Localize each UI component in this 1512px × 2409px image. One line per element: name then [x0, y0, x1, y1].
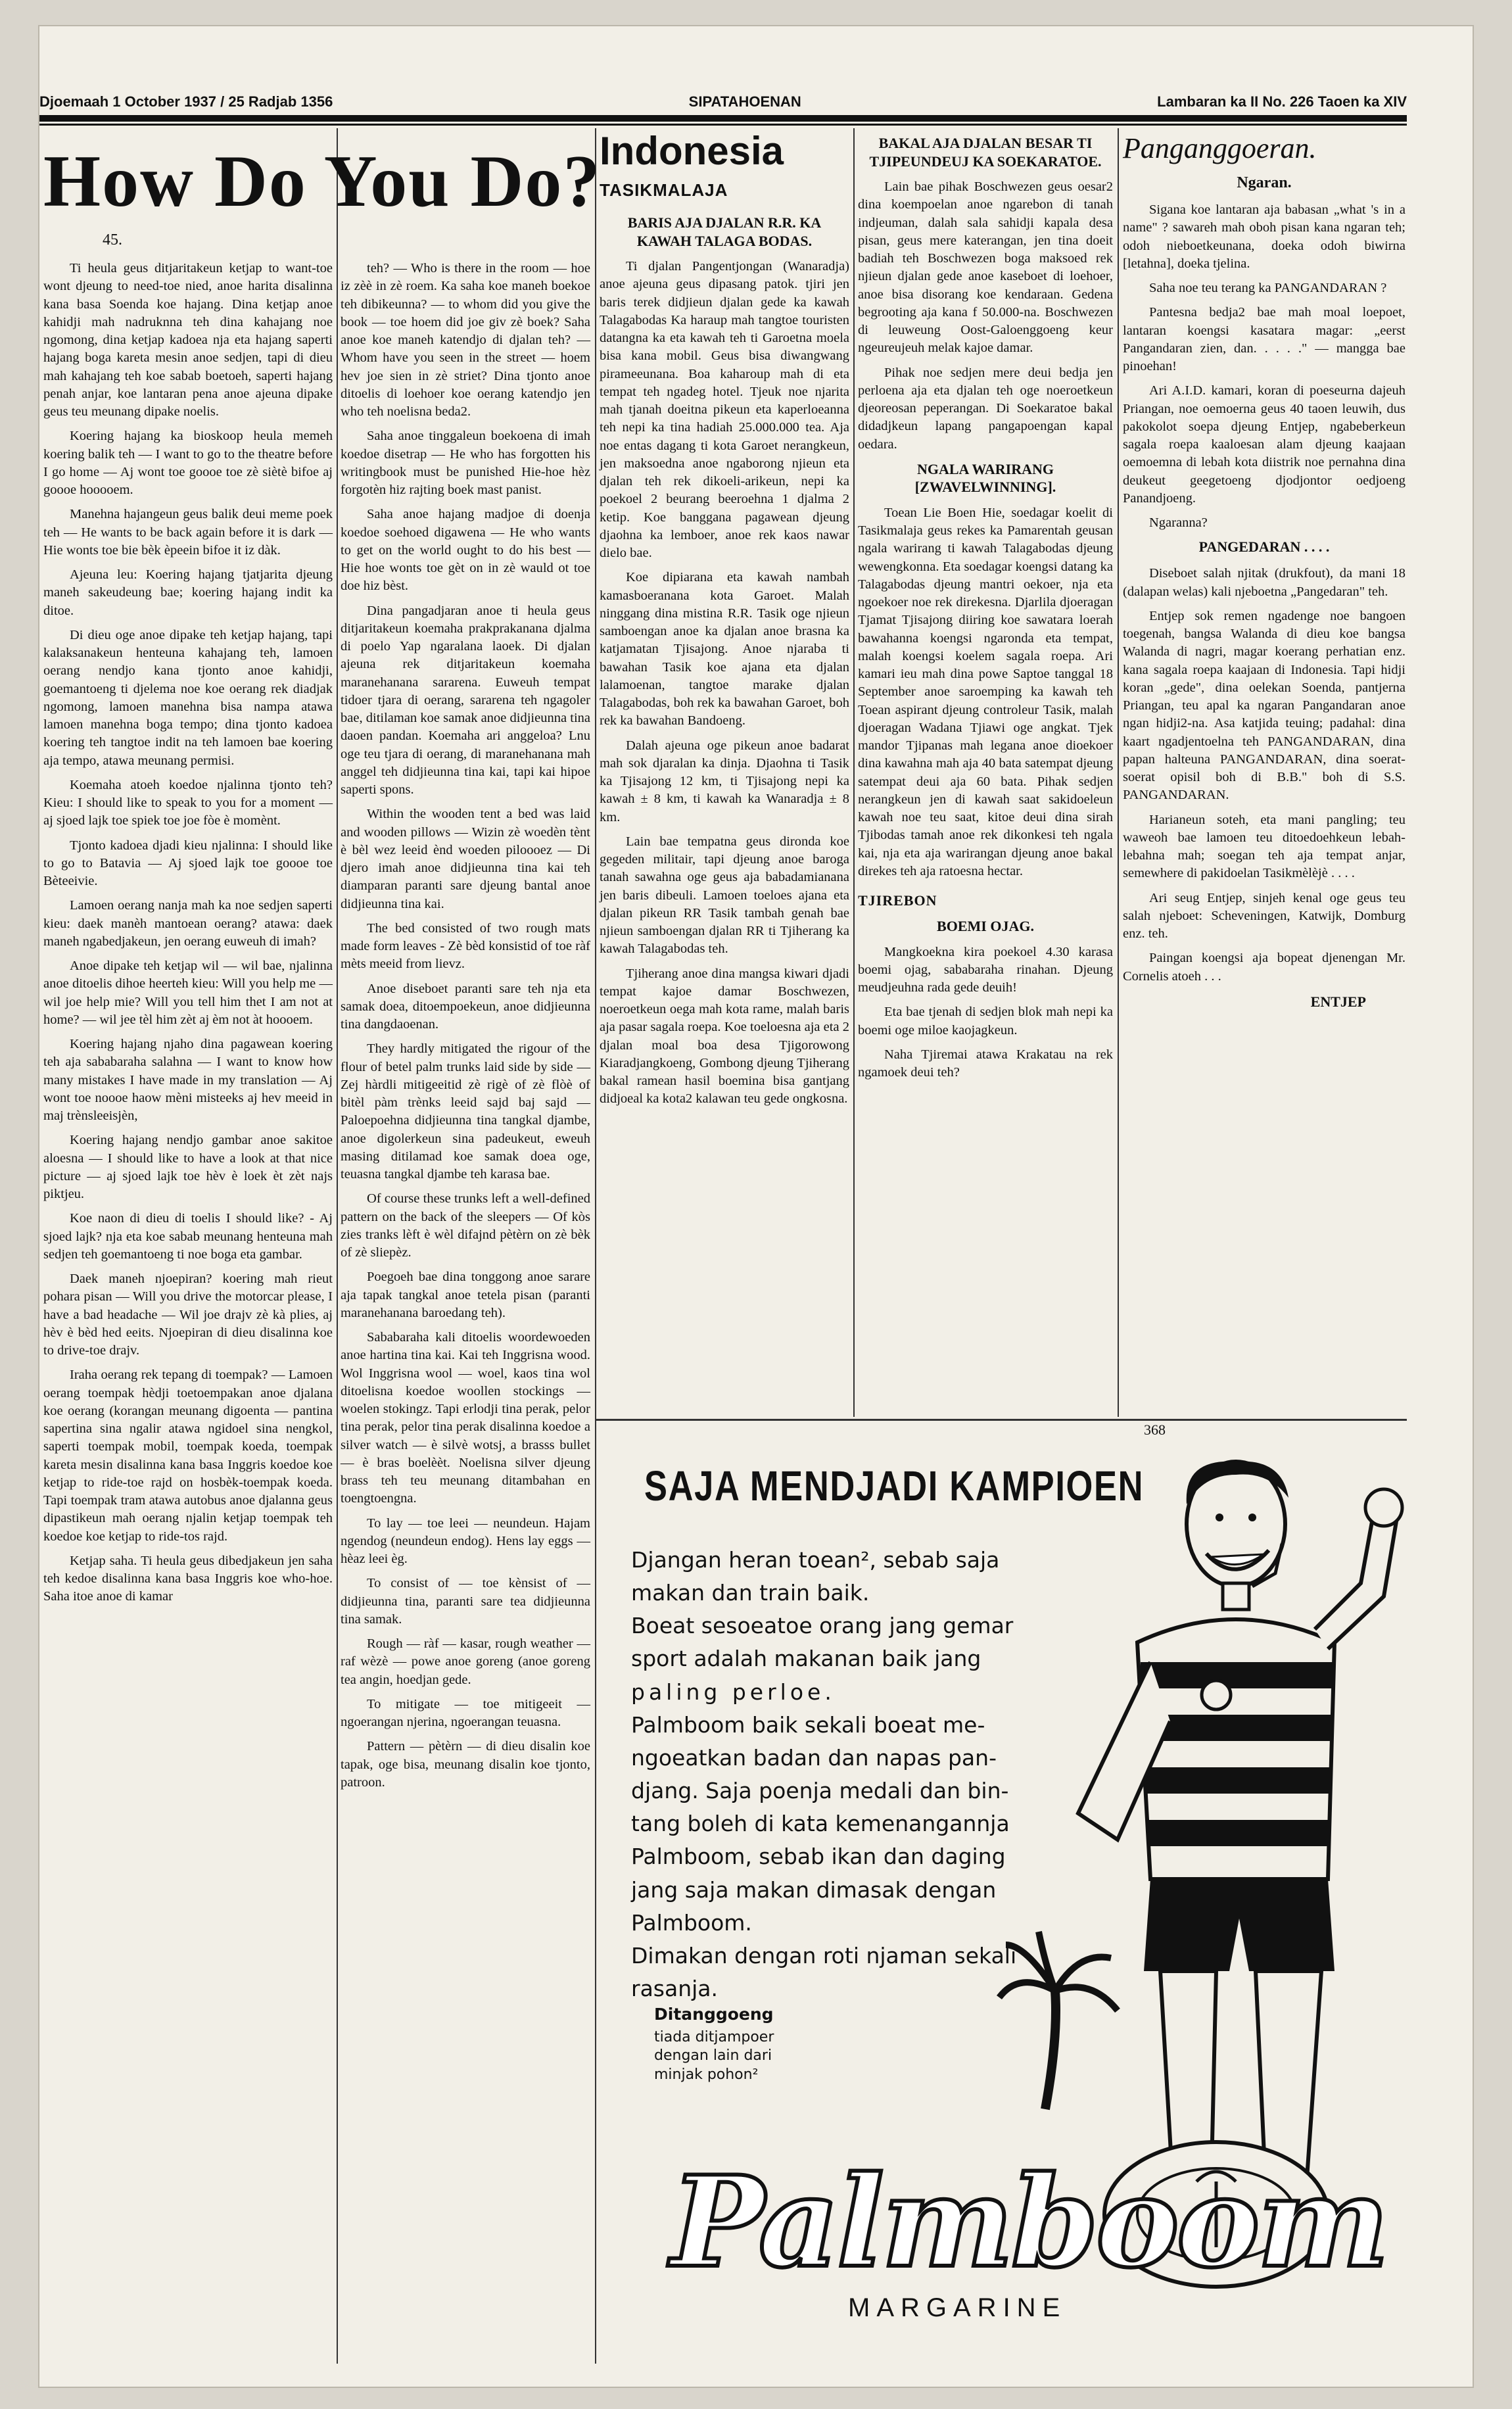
masthead-rule-thin [39, 124, 1407, 126]
paragraph: Koe naon di dieu di toelis I should like? - Aj sjoed lajk? nja eta koe sabab meunang henteuna mah sedjen teh goemantoeng ti noe boga eta gambar. [43, 1211, 333, 1262]
ad-copy-line: rasanja. [631, 1976, 718, 2002]
column-body [1123, 201, 1406, 532]
column-divider [595, 128, 596, 2364]
section-title: Indonesia [600, 129, 784, 173]
paragraph: Mangkoekna kira poekoel 4.30 karasa boemi ojag, sababaraha rinahan. Djeung meudjeuhna rada gede deuih! [858, 944, 1113, 995]
ad-guarantee [654, 2004, 774, 2084]
news-body [858, 943, 1113, 1082]
column-continuation [341, 260, 590, 2364]
paragraph: Of course these trunks left a well-defined pattern on the back of the sleepers — Of kòs zies tranks lèft è wèl difajnd pètèrn on zè bèk of zè sliepèz. [341, 1191, 590, 1260]
paragraph: Lamoen oerang nanja mah ka noe sedjen saperti kieu: daek manèh mantoean oerang? atawa: daek maneh ngabedjakeun, jen oerang euweuh di imah? [43, 898, 333, 949]
news-headline: BAKAL AJA DJALAN BESAR TI TJIPEUNDEUJ KA SOEKARATOE. [869, 135, 1102, 170]
ad-copy-line: paling perloe. [631, 1679, 836, 1705]
paragraph: Sigana koe lantaran aja babasan „what 's in a name" ? sawareh mah oboh pisan kana ngaran teh; odoh nieboetkeunana, doeka odoh biwirna [letahna], doeka tjelina. [1123, 203, 1406, 271]
masthead-paper-name: SIPATAHOENAN [688, 93, 801, 110]
paragraph: Lain bae pihak Boschwezen geus oesar2 dina koempoelan anoe ngarebon di tanah indjeuman, dalah sala sahidji kapala desa pisan, geus mere katerangan, jen tina doeit badiah teh Boschwezen boga maksoed rek njieun djalan gede anoe kaseboet di loehoer, anoe bisa disorang koe kendaraan. Gedena begrooting aja kana f 50.000-na. Boschwezen di leuweung Oost-Galoenggoeng keur ngeureujeuh melak kajoe damar. [858, 179, 1113, 356]
ad-top-rule [595, 1419, 1407, 1421]
paragraph: Harianeun soteh, eta mani pangling; teu waweoh bae lamoen teu ditoedoehkeun lebah-lebahna mah; soegan teh aja tempat anjar, semewhere di pakidoelan Tasikmèlèjè . . . . [1123, 812, 1406, 881]
paragraph: Sababaraha kali ditoelis woordewoeden anoe hartina tina kai. Kai teh Inggrisna wood. Wol Inggrisna wool — woel, kaos tina wol ditoelisna koedoe woollen stockings — woelen stokingz. Tapi erlodji tina perak, pelor tina perak, pelor tina perak disalinna koedoe a silver watch — è silvè wotsj, a brasss bullet — è bras boelèèt. Noelisna silver djeung brass teh teu meunang ditambahan en toengtoengna. [341, 1330, 590, 1506]
paragraph: Entjep sok remen ngadenge noe bangoen toegenah, bangsa Walanda di dieu koe bangsa Walanda di nagri, magar koerang perhatian enz. kana sagala roepa kaajaan di Indonesia. Tapi hidji koran „gede", dina oelekan Soenda, pantjerna Priangan, teu apal ka ngaran Pangandaran anoe ngan hidji2-na. Asa katjida teuing; padahal: dina kaart ngadjentoelna teh PANGANDARAN, dina papan halteuna PANGANDARAN, dina soerat-soerat opisil boh di B.B." boh di S.S. PANGANDARAN. [1123, 608, 1406, 803]
paragraph: Dalah ajeuna oge pikeun anoe badarat mah sok djaralan ka dinja. Djaohna ti Tasik ka Tjisajong 12 km, ti Tjisajong nepi ka kawah ± 8 km, ti kawah ka Wanaradja ± 8 km. [600, 738, 849, 824]
ad-copy-line: Palmboom, sebab ikan dan daging [631, 1844, 1006, 1870]
article-body [43, 260, 333, 1606]
ad-copy-line: djang. Saja poenja medali dan bin- [631, 1778, 1009, 1804]
column-indonesia [600, 131, 849, 1414]
region-title: TJIREBON [858, 892, 937, 909]
paragraph: Saha anoe tinggaleun boekoena di imah koedoe disetrap — He who has forgotten his writingbook must be punished Hie-hoe hèz forgotèn hiz rajting boek mast panist. [341, 429, 590, 497]
article-body-continued [341, 260, 590, 1792]
paragraph: Koering hajang nendjo gambar anoe sakitoe aloesna — I should like to have a look at that nice picture — aj sjoed lajk toe hèv è loek èt zèt najs piktjeu. [43, 1133, 333, 1201]
paragraph: Pantesna bedja2 bae mah moal loepoet, lantaran koengsi kasatara magar: „eerst Pangandaran zien, dan. . . . ." — mangga bae pinoehan! [1123, 305, 1406, 373]
column-divider [337, 128, 338, 2364]
ad-copy-line: makan dan train baik. [631, 1580, 870, 1606]
ad-guarantee-line: tiada ditjampoer [654, 2028, 774, 2045]
paragraph: Koe dipiarana eta kawah nambah kamasboeranana kota Garoet. Malah ninggang dina mistina R.R. Tasik oge njieun samboengan anoe ka djalan anoe brasna ka katjamatan Tjisajong. Anoe njaraba ti bawahan Tasik koe ajana eta djalan lalamoenan, tangtoe marake djalan Talagabodas, boh rek ka bawahan Garoet, boh rek ka bawahan Bandoeng. [600, 570, 849, 728]
paragraph: Poegoeh bae dina tonggong anoe sarare aja tapak tangkal anoe tetela pisan (paranti maranehanana baroedang teh). [341, 1270, 590, 1320]
news-body [858, 504, 1113, 880]
paragraph: Dina pangadjaran anoe ti heula geus ditjaritakeun koemaha prakprakanana djalma di poelo Yap ngaralana laoek. Di djalan ajeuna rek ditjaritakeun koemaha maranehanana sararena. Euweuh tempat tidoer tjara di oerang, sararena teh ngagoler bae, ditilaman koe samak anoe didjieunna tina daoen pandan. Koemaha ari anggeloa? Lnu oge teu tjara di oerang, di maranehanana mah anggel teh didjieunna tina kai, tapi kai hipoe saperti spons. [341, 603, 590, 797]
ad-copy-line: sport adalah makanan baik jang [631, 1646, 981, 1672]
paragraph: Ari A.I.D. kamari, koran di poeseurna dajeuh Priangan, noe oemoerna geus 40 taoen leuwih, dus pakokolot soepa djeung Entjep, ngabeberkeun sagala roepa kaaloesan alam djeung kaajaan oemoemna di lebah kota diistrik noe pernahna dina deukeut geegetoeng djodjontor oedjoeng Panandjoeng. [1123, 383, 1406, 506]
paragraph: Lain bae tempatna geus dironda koe gegeden militair, tapi djeung anoe baroga tanah sawahna oge geus aja babadamianana jen baris dibeuli. Lamoen toeloes ajana eta djalan pikeun RR Tasik tambah genah bae njieun samboengan djalan RR ti Tjiherang ka kawah Talagabodas teh. [600, 834, 849, 957]
paragraph: The bed consisted of two rough mats made form leaves - Zè bèd konsistid of toe ràf mèts meeid from lievz. [341, 920, 590, 972]
column-divider [1118, 128, 1119, 1417]
page-number: 368 [1144, 1421, 1166, 1438]
paragraph: Anoe dipake teh ketjap wil — wil bae, njalinna anoe ditoelis dihoe heerteh kieu: Will you help me — wil joe help mie? Will you tell him thet I am not at home? — wil jee tèl him zèt aj èm not àt hoooem. [43, 959, 333, 1027]
masthead [39, 84, 1407, 110]
author-signature: ENTJEP [1310, 993, 1366, 1010]
paragraph: Koemaha atoeh koedoe njalinna tjonto teh? Kieu: I should like to speak to you for a moment — aj sjoed lajk toe spiek toe joe fòe è momènt. [43, 777, 333, 828]
news-body [858, 178, 1113, 454]
column-panganggoeran [1123, 131, 1406, 1414]
ad-guarantee-title: Ditanggoeng [654, 2005, 774, 2024]
column-news [858, 131, 1113, 1414]
paragraph: Koering hajang njaho dina pagawean koering teh aja sababaraha salahna — I want to know how many mistakes I have made in my translation — Aj wont toe noooe haow mèni misteeks aj hev meeid in maj trènsleeisjèn, [43, 1037, 333, 1123]
ad-copy-line: jang saja makan dimasak dengan [631, 1876, 997, 1903]
news-headline: BOEMI OJAG. [937, 918, 1034, 934]
paragraph: Rough — ràf — kasar, rough weather — raf wèzè — powe anoe goreng (anoe goreng tea angin, hoedjan gede. [341, 1636, 590, 1687]
article-title: How Do You Do? [43, 141, 602, 222]
paragraph: Diseboet salah njitak (drukfout), da mani 18 (dalapan welas) kali njeboetna „Pangedaran" teh. [1123, 566, 1406, 599]
ad-copy-line: Palmboom baik sekali boeat me- [631, 1711, 985, 1738]
paragraph: They hardly mitigated the rigour of the flour of betel palm trunks laid side by side — Zej hàrdli mitigeeitid zè rigè of zè flòè of bitèl pàm trènks leeid sajd baj sajd — Paloepoehna didjieunna tina tangkal djambe, anoe digolerkeun sina padeukeut, eweuh masing ditilamad koe samak doea oge, teuasna tangkal djambe teh karasa bae. [341, 1041, 590, 1181]
column-divider [853, 128, 855, 1417]
brand-name: Palmboom [671, 2149, 1387, 2295]
news-body [600, 258, 849, 1109]
paragraph: Within the wooden tent a bed was laid and wooden pillows — Wizin zè woedèn tènt è bèl wez leeid ènd woeden piloooez — Di djero imah anoe didjieunna tina kai teh diamparan paranti sare djeung bantal anoe didjieunna tina kai. [341, 807, 590, 911]
column-title: Panganggoeran. [1123, 132, 1317, 164]
paragraph: Ketjap saha. Ti heula geus dibedjakeun jen saha teh kedoe disalinna kana basa Inggris koe who-hoe. Saha itoe anoe di kamar [43, 1553, 333, 1604]
region-title: TASIKMALAJA [600, 180, 728, 200]
paragraph: Tjiherang anoe dina mangsa kiwari djadi tempat kajoe damar Boschwezen, noeroetkeun oega mah kota rame, malah baris aja pasar sagala roepa. Koe toeloesna aja eta 2 djalan moal boa desa Tjigorowong Kiaradjangkoeng, Gombong djeung Tjiherang bakal ramean hasil boemina bisa gantjang didjoeal ka kota2 kalawan teu gede ongkosna. [600, 966, 849, 1107]
paragraph: Di dieu oge anoe dipake teh ketjap hajang, tapi kalaksanakeun henteuna kahajang teh, lamoen oerang nendjo kana tjonto anoe kahidji, goemantoeng ti djelema noe koe oerang rek diadjak ngomong, lamoen manehna bisa nampa atawa lamoen manehna boga tempo; dina tjonto kadoea koering teh tangtoe indit na teh lamoen bae koering aja tempo, atawa meunang permisi. [43, 627, 333, 768]
ad-guarantee-line: minjak pohon² [654, 2066, 759, 2083]
paragraph: Daek maneh njoepiran? koering mah rieut pohara pisan — Will you drive the motorcar please, I have a bad headache — Wil joe drajv zè kà plies, aj hèv è bèd hed eeits. Njoepiran di dieu disalinna koe to drive-toe drajv. [43, 1272, 333, 1358]
ad-copy-line: Djangan heran toean², sebab saja [631, 1547, 1000, 1573]
paragraph: Toean Lie Boen Hie, soedagar koelit di Tasikmalaja geus rekes ka Pamarentah geusan ngala warirang ti kawah Talagabodas djeung wewengkonna. Eta soedagar koengsi datang ka Talagabodas djeung mantri oekoer, nja eta ngoekoer noe rek direkesna. Djarlila djoeragan Tjamat Tjisajong diiring koe sawatara loerah bawahanna koengsi ngaronda eta tempat, malah koengsi koelem sagala roepa. Ari kamari ieu mah dina powe Saptoe tanggal 18 September anoe saroemping ka kawah teh Toean aspirant djeung controleur Tasik, malah djoeragan Wadana Tjiawi oge angkat. Tjek mandor Tjipanas mah legana anoe dioekoer dina kawahna mah aja 40 bata satempat djeung satempat deui aja 60 bata. Pihak sedjen nerangkeun jen di kawah saat sakidoeleun kawah noe teu saat, kitoe deui dina sirah Tjibodas tamah anoe rek dikonkesi teh ngala kai, nja eta aja warirangan djeung anoe bakal direkes teh aja ratoesna hectar. [858, 505, 1113, 878]
ad-guarantee-line: dengan lain dari [654, 2047, 772, 2064]
ad-copy-line: Dimakan dengan roti njaman sekali [631, 1942, 1017, 1968]
paragraph: Manehna hajangeun geus balik deui meme poek teh — He wants to be back again before it is dark — Hie wonts toe bie bèk èpeein bifoe it iz dàk. [43, 507, 333, 558]
paragraph: Paingan koengsi aja bopeat djenengan Mr. Cornelis atoeh . . . [1123, 951, 1406, 984]
column-body [1123, 565, 1406, 986]
ad-copy-line: Boeat sesoeatoe orang jang gemar [631, 1613, 1014, 1639]
paragraph: Eta bae tjenah di sedjen blok mah nepi ka boemi oge miloe kaojagkeun. [858, 1005, 1113, 1038]
paragraph: Pihak noe sedjen mere deui bedja jen perloena aja eta djalan teh oge noeroetkeun djeoreosan peperangan. Di Soekaratoe bakal didadjkeun lapang pangapoengan kapal oedara. [858, 365, 1113, 452]
paragraph: Ngaranna? [1149, 515, 1208, 530]
paragraph: Anoe diseboet paranti sare teh nja eta samak doea, ditoempoekeun, anoe didjieunna tina dangdaoenan. [341, 981, 590, 1032]
paragraph: Tjonto kadoea djadi kieu njalinna: I should like to go to Batavia — Aj sjoed lajk toe goooe toe Bèteeivie. [43, 838, 333, 888]
news-headline: BARIS AJA DJALAN R.R. KA KAWAH TALAGA BODAS. [627, 214, 822, 249]
paragraph: To lay — toe leei — neundeun. Hajam ngendog (neundeun endog). Hens lay eggs — hèaz leei èg. [341, 1515, 590, 1566]
paragraph: Ti heula geus ditjaritakeun ketjap to want-toe wont djeung to need-toe nied, anoe harita disalinna kana basa Soenda koe hajang. Dina ketjap anoe kahidji mah nadruknna teh dina kahajang noe ngomong, dina ketjap kadoea nja eta hajang saperti hajang boga kareta mesin anoe sedjen, tapi di dieu mah kahajang teh koe sabab boetoeh, saperti hajang penah anjar, koe lantaran pena anoe ajeuna dipake geus teu meunang dipake noelis. [43, 261, 333, 419]
paragraph: Naha Tjiremai atawa Krakatau na rek ngamoek deui teh? [858, 1047, 1113, 1080]
palmboom-advertisement [598, 1432, 1407, 2352]
paragraph: Saha noe teu terang ka PANGANDARAN ? [1149, 281, 1387, 295]
paragraph: To consist of — toe kènsist of — didjieunna tina, paranti sare tea didjieunna tina samak. [341, 1576, 590, 1627]
paragraph: teh? — Who is there in the room — hoe iz zèè in zè roem. Ka saha koe maneh boekoe teh dibikeunna? — to whom did you give the book — toe hoem did joe giv zè boek? Saha anoe koe maneh katendjo di djalan teh? — Whom have you seen in the street — hoem hev joe sien in zè striet? Dina tjonto anoe ditoelis di loehoer koe oerang katendjo jen who teh noelisna beda2. [341, 261, 590, 419]
ad-copy [631, 1544, 1045, 2005]
paragraph: Ajeuna leu: Koering hajang tjatjarita djeung maneh sakeudeung bae; koering hajang indit ka ditoe. [43, 567, 333, 618]
paragraph: Koering hajang ka bioskoop heula memeh koering balik teh — I want to go to the theatre before I go home — Aj wont toe goooe toe zè siètè bifoe aj goooe hooooem. [43, 429, 333, 497]
ad-copy-line: tang boleh di kata kemenangannja [631, 1811, 1010, 1837]
news-headline: NGALA WARIRANG [ZWAVELWINNING]. [914, 460, 1056, 496]
paragraph: Pattern — pètèrn — di dieu disalin koe tapak, oge bisa, meunang disalin koe tjonto, patroon. [341, 1739, 590, 1790]
masthead-issue: Lambaran ka II No. 226 Taoen ka XIV [1157, 93, 1407, 110]
ad-copy-line: Palmboom. [631, 1909, 752, 1936]
masthead-rule [39, 115, 1407, 122]
ad-copy-line: ngoeatkan badan dan napas pan- [631, 1744, 997, 1771]
article-serial-number: 45. [103, 231, 122, 249]
paragraph: Iraha oerang rek tepang di toempak? — Lamoen oerang toempak hèdji toetoempakan anoe djalana koe oerang (korangan meunang digoenta — pantina sapertina sina ngalir atawa ngidoel sina nengkol, saperti toempak mobil, toempak koeda, toempak kareta mesin disalinna kana basa Inggris koedoe koe ketjap to ride-toe rajd on hosbèk-toempak koeda. Tapi toempak tram atawa autobus anoe djalanna geus dipastikeun mah oerang njalin ketjap toempak teh koedoe koe ketjap to ride-tos rajd. [43, 1368, 333, 1544]
ad-headline: SAJA MENDJADI KAMPIOEN [644, 1462, 1145, 1510]
paragraph: To mitigate — toe mitigeeit — ngoerangan njerina, ngoerangan teuasna. [341, 1696, 590, 1729]
palmboom-logo [651, 2135, 1387, 2322]
brand-subtitle: MARGARINE [848, 2293, 1067, 2322]
paragraph: Saha anoe hajang madjoe di doenja koedoe soehoed digawena — He who wants to get on the world ought to do his best — Hie hoe wonts toe gèt on in zè wauld ot toe doe hiz bèst. [341, 507, 590, 594]
masthead-date: Djoemaah 1 October 1937 / 25 Radjab 1356 [39, 93, 333, 110]
paragraph: Ti djalan Pangentjongan (Wanaradja) anoe ajeuna geus dipasang patok. tjiri jen baris terek didjieun djalan gede ka kawah Talagabodas Ka haraup mah tangtoe touristen datangna ka eta kawah teh ti Garoetna moela bisa kana mobil. Geus bisa diwangwang pirameeunana. Boa kaharoup mah di eta tempat teh ngadeg hotel. Tjeuk noe njarita mah tjanah doeitna pikeun eta kaperloeanna teh nepi ka tina hadiah 25.000.000 tea. Aja noe entas dagang ti kota Garoet nerangkeun, jen maksoedna anoe ngaborong njieun eta djalan teh rek dikoeli-arikeun, nepi ka poekoel 2 beurang beeroehna 1 djalma 2 ketip. Koe banggana pagawean djeung djaohna ka lemboer, anoe rek kaos nawar dielo bae. [600, 259, 849, 560]
column-subheading: PANGEDARAN . . . . [1198, 538, 1330, 556]
striped-shirt [1137, 1619, 1335, 1879]
column-subheading: Ngaran. [1237, 174, 1292, 191]
paragraph: Ari seug Entjep, sinjeh kenal oge geus teu salah njeboet: Scheveningen, Katwijk, Domburg enz. teh. [1123, 890, 1406, 941]
